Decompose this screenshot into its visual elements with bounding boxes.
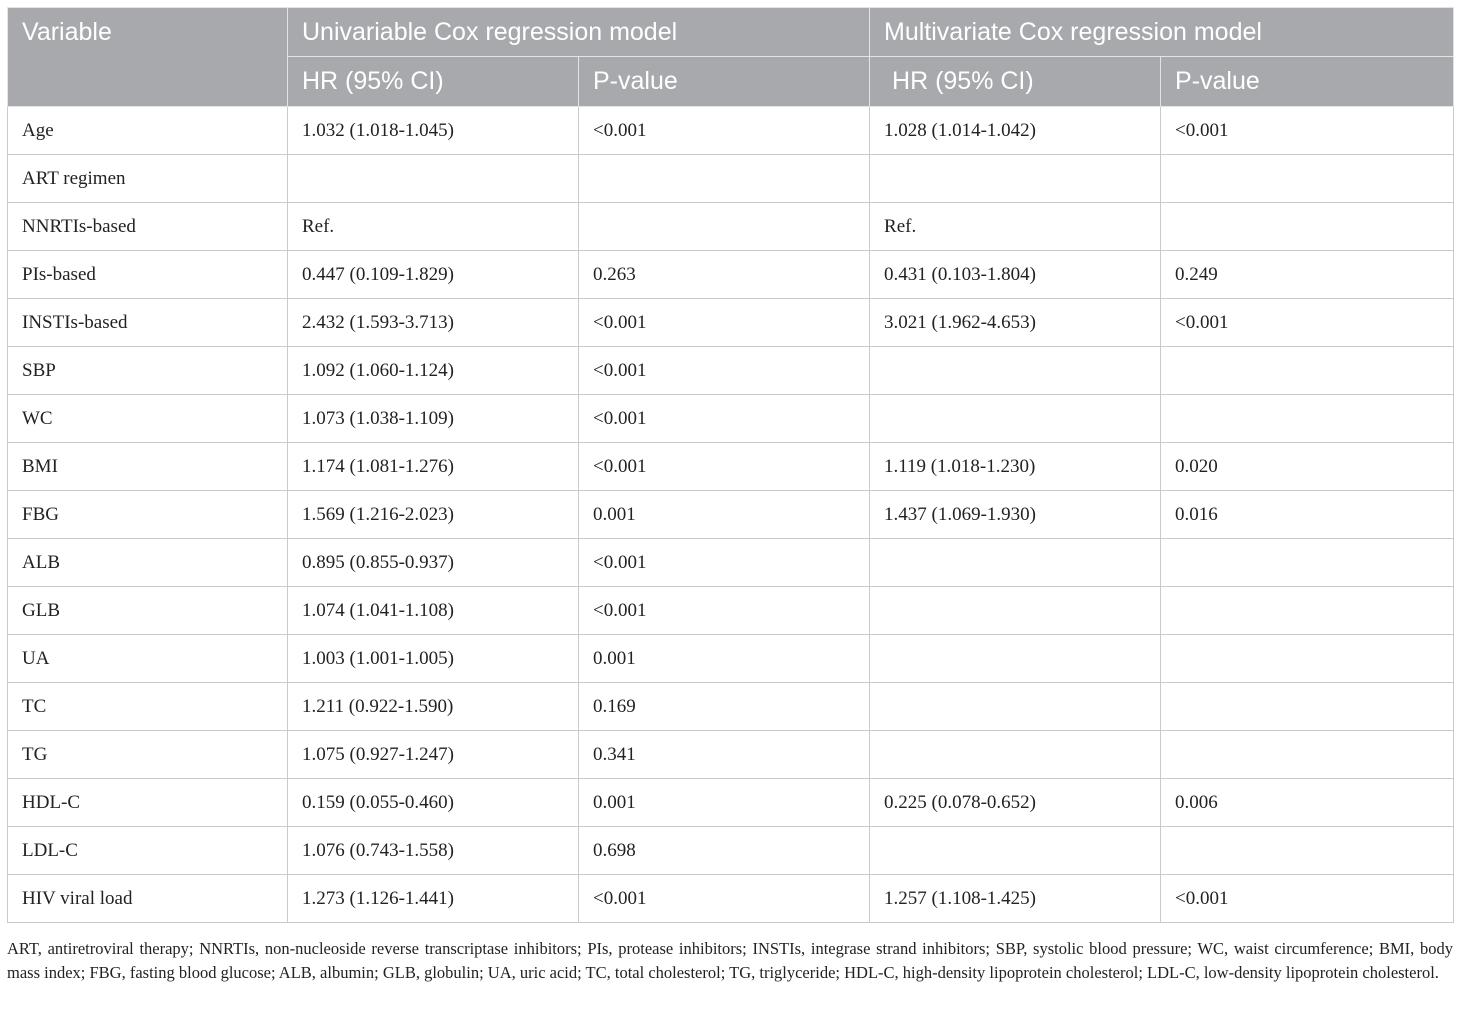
cell-variable: LDL-C xyxy=(8,827,288,875)
cell-multivariate-p xyxy=(1161,587,1454,635)
table-footnote: ART, antiretroviral therapy; NNRTIs, non-nucleoside reverse transcriptase inhibitors; PIs, protease inhibitors; INSTIs, integrase strand inhibitors; SBP, systolic blood pressure; WC, waist circumference; BMI, body mass index; FBG, fasting blood glucose; ALB, albumin; GLB, globulin; UA, uric acid; TC, total cholesterol; TG, triglyceride; HDL-C, high-density lipoprotein cholesterol; LDL-C, low-density lipoprotein cholesterol. xyxy=(7,939,1453,982)
cell-variable: HIV viral load xyxy=(8,875,288,923)
table-row xyxy=(8,539,1454,587)
cell-univariable-p: <0.001 xyxy=(579,443,870,491)
header-variable: Variable xyxy=(8,8,288,107)
header-multi-hr: HR (95% CI) xyxy=(870,57,1161,107)
table-row xyxy=(8,731,1454,779)
table-row xyxy=(8,107,1454,155)
cell-univariable-hr: 1.273 (1.126-1.441) xyxy=(288,875,579,923)
cell-univariable-hr: Ref. xyxy=(288,203,579,251)
cell-multivariate-p: 0.006 xyxy=(1161,779,1454,827)
cell-multivariate-hr xyxy=(870,347,1161,395)
cell-univariable-hr: 1.076 (0.743-1.558) xyxy=(288,827,579,875)
table-row xyxy=(8,443,1454,491)
cell-variable: BMI xyxy=(8,443,288,491)
header-multi-p: P-value xyxy=(1161,57,1454,107)
cell-univariable-p: <0.001 xyxy=(579,587,870,635)
cell-univariable-p: 0.341 xyxy=(579,731,870,779)
cell-multivariate-hr xyxy=(870,731,1161,779)
cell-univariable-hr xyxy=(288,155,579,203)
header-uni-p: P-value xyxy=(579,57,870,107)
cell-univariable-hr: 0.159 (0.055-0.460) xyxy=(288,779,579,827)
cell-univariable-p: 0.169 xyxy=(579,683,870,731)
cell-univariable-hr: 1.569 (1.216-2.023) xyxy=(288,491,579,539)
cell-variable: NNRTIs-based xyxy=(8,203,288,251)
cell-univariable-hr: 1.073 (1.038-1.109) xyxy=(288,395,579,443)
cell-univariable-hr: 1.003 (1.001-1.005) xyxy=(288,635,579,683)
table-row xyxy=(8,347,1454,395)
cell-multivariate-p: <0.001 xyxy=(1161,107,1454,155)
table-row xyxy=(8,299,1454,347)
header-row-1 xyxy=(8,8,1454,57)
cell-multivariate-p: <0.001 xyxy=(1161,299,1454,347)
cell-multivariate-hr xyxy=(870,395,1161,443)
header-multivariate: Multivariate Cox regression model xyxy=(870,8,1454,57)
table-header xyxy=(8,8,1454,107)
header-univariable: Univariable Cox regression model xyxy=(288,8,870,57)
cell-multivariate-p xyxy=(1161,539,1454,587)
cell-univariable-p xyxy=(579,203,870,251)
table-row xyxy=(8,827,1454,875)
cell-variable: UA xyxy=(8,635,288,683)
cell-univariable-p: 0.698 xyxy=(579,827,870,875)
cell-multivariate-p xyxy=(1161,731,1454,779)
cell-multivariate-hr xyxy=(870,539,1161,587)
cell-univariable-hr: 1.211 (0.922-1.590) xyxy=(288,683,579,731)
table-row xyxy=(8,683,1454,731)
cell-multivariate-hr xyxy=(870,683,1161,731)
cell-multivariate-p xyxy=(1161,203,1454,251)
cell-multivariate-p xyxy=(1161,827,1454,875)
table-row xyxy=(8,203,1454,251)
cell-univariable-hr: 0.447 (0.109-1.829) xyxy=(288,251,579,299)
cox-regression-table xyxy=(7,7,1454,923)
cell-univariable-hr: 1.074 (1.041-1.108) xyxy=(288,587,579,635)
table-body xyxy=(8,107,1454,923)
table-row xyxy=(8,587,1454,635)
table-row xyxy=(8,875,1454,923)
cell-variable: TG xyxy=(8,731,288,779)
cell-multivariate-p xyxy=(1161,635,1454,683)
cell-univariable-p: 0.001 xyxy=(579,491,870,539)
cell-univariable-hr: 1.092 (1.060-1.124) xyxy=(288,347,579,395)
cell-multivariate-hr xyxy=(870,587,1161,635)
cell-univariable-p: <0.001 xyxy=(579,107,870,155)
cell-univariable-hr: 1.032 (1.018-1.045) xyxy=(288,107,579,155)
table-row xyxy=(8,251,1454,299)
cell-multivariate-hr: Ref. xyxy=(870,203,1161,251)
cell-multivariate-hr xyxy=(870,827,1161,875)
cell-univariable-hr: 0.895 (0.855-0.937) xyxy=(288,539,579,587)
table-row xyxy=(8,779,1454,827)
table-row xyxy=(8,155,1454,203)
cell-multivariate-p: <0.001 xyxy=(1161,875,1454,923)
cell-univariable-p: <0.001 xyxy=(579,539,870,587)
cell-multivariate-p: 0.016 xyxy=(1161,491,1454,539)
cell-variable: INSTIs-based xyxy=(8,299,288,347)
cell-variable: WC xyxy=(8,395,288,443)
cell-univariable-p: 0.001 xyxy=(579,779,870,827)
cell-univariable-p: <0.001 xyxy=(579,299,870,347)
cell-variable: SBP xyxy=(8,347,288,395)
cell-multivariate-p xyxy=(1161,155,1454,203)
cell-variable: FBG xyxy=(8,491,288,539)
cell-variable: PIs-based xyxy=(8,251,288,299)
cell-univariable-p: <0.001 xyxy=(579,347,870,395)
cell-multivariate-hr xyxy=(870,635,1161,683)
cell-variable: TC xyxy=(8,683,288,731)
cell-univariable-hr: 2.432 (1.593-3.713) xyxy=(288,299,579,347)
cell-univariable-p: <0.001 xyxy=(579,875,870,923)
cell-univariable-p: 0.001 xyxy=(579,635,870,683)
cell-multivariate-p: 0.020 xyxy=(1161,443,1454,491)
cell-univariable-p: 0.263 xyxy=(579,251,870,299)
cell-multivariate-p xyxy=(1161,395,1454,443)
cell-multivariate-hr: 1.119 (1.018-1.230) xyxy=(870,443,1161,491)
cell-multivariate-hr: 1.028 (1.014-1.042) xyxy=(870,107,1161,155)
table-row xyxy=(8,491,1454,539)
cell-multivariate-p xyxy=(1161,683,1454,731)
cell-multivariate-hr: 3.021 (1.962-4.653) xyxy=(870,299,1161,347)
cell-variable: Age xyxy=(8,107,288,155)
cell-multivariate-hr: 0.431 (0.103-1.804) xyxy=(870,251,1161,299)
cell-univariable-hr: 1.174 (1.081-1.276) xyxy=(288,443,579,491)
cell-multivariate-hr: 1.437 (1.069-1.930) xyxy=(870,491,1161,539)
header-uni-hr: HR (95% CI) xyxy=(288,57,579,107)
cell-variable: HDL-C xyxy=(8,779,288,827)
table-row xyxy=(8,395,1454,443)
cell-variable: GLB xyxy=(8,587,288,635)
cell-univariable-p: <0.001 xyxy=(579,395,870,443)
cell-multivariate-hr: 1.257 (1.108-1.425) xyxy=(870,875,1161,923)
results-table-container xyxy=(7,7,1453,923)
cell-multivariate-hr: 0.225 (0.078-0.652) xyxy=(870,779,1161,827)
cell-multivariate-p: 0.249 xyxy=(1161,251,1454,299)
table-row xyxy=(8,635,1454,683)
cell-univariable-p xyxy=(579,155,870,203)
cell-multivariate-p xyxy=(1161,347,1454,395)
cell-variable: ART regimen xyxy=(8,155,288,203)
cell-univariable-hr: 1.075 (0.927-1.247) xyxy=(288,731,579,779)
cell-variable: ALB xyxy=(8,539,288,587)
cell-multivariate-hr xyxy=(870,155,1161,203)
